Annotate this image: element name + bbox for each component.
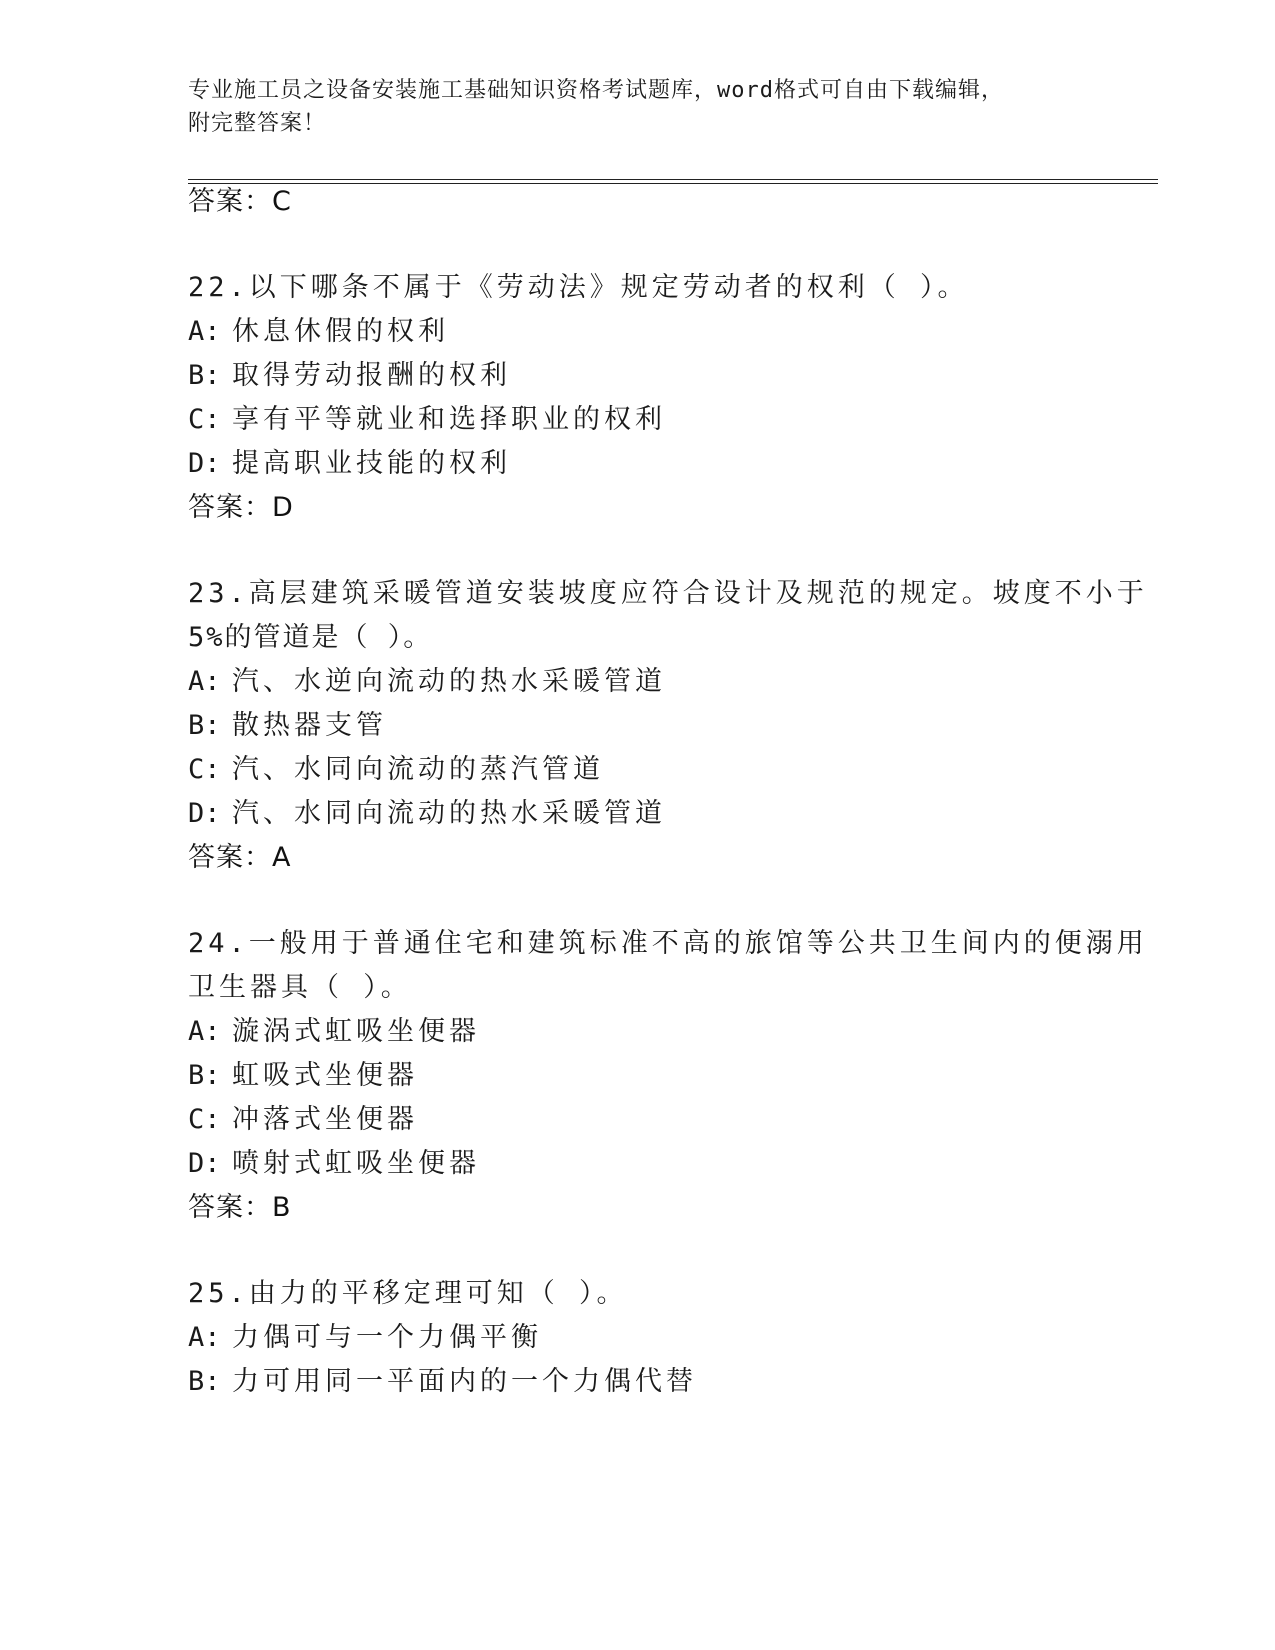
option-text: 力可用同一平面内的一个力偶代替 [232, 1366, 697, 1397]
option-letter: D: [188, 798, 221, 829]
option-letter: C: [188, 404, 221, 435]
document-header [188, 74, 1088, 140]
question-stem-line: 24.一般用于普通住宅和建筑标准不高的旅馆等公共卫生间内的便溺用 [188, 928, 1148, 959]
option-text: 冲落式坐便器 [232, 1104, 418, 1135]
option-item [188, 797, 666, 831]
question-stem-line: 22.以下哪条不属于《劳动法》规定劳动者的权利（ ）。 [188, 272, 969, 303]
option-text: 汽、水同向流动的热水采暖管道 [232, 798, 666, 829]
option-item [188, 753, 604, 787]
option-text: 力偶可与一个力偶平衡 [232, 1322, 542, 1353]
question-stem-line: 25.由力的平移定理可知（ ）。 [188, 1278, 628, 1309]
option-text: 取得劳动报酬的权利 [232, 360, 511, 391]
option-letter: A: [188, 1322, 221, 1353]
question-stem-line: 23.高层建筑采暖管道安装坡度应符合设计及规范的规定。坡度不小于 [188, 578, 1148, 609]
option-letter: B: [188, 1366, 221, 1397]
option-item [188, 359, 511, 393]
option-item [188, 1365, 697, 1399]
question-stem-line: 卫生器具（ ）。 [188, 972, 412, 1003]
option-item [188, 1147, 480, 1181]
answer-line: 答案：D [188, 492, 294, 523]
option-text: 散热器支管 [232, 710, 387, 741]
header-divider [188, 179, 1158, 184]
option-item [188, 1015, 480, 1049]
option-letter: A: [188, 316, 221, 347]
option-text: 汽、水同向流动的蒸汽管道 [232, 754, 604, 785]
option-text: 虹吸式坐便器 [232, 1060, 418, 1091]
option-item [188, 709, 387, 743]
answer-line: 答案：C [188, 186, 292, 217]
option-letter: B: [188, 1060, 221, 1091]
question-stem-line: 5%的管道是（ ）。 [188, 622, 433, 653]
option-text: 享有平等就业和选择职业的权利 [232, 404, 666, 435]
option-letter: C: [188, 1104, 221, 1135]
option-text: 提高职业技能的权利 [232, 448, 511, 479]
option-item [188, 315, 449, 349]
option-letter: A: [188, 1016, 221, 1047]
option-letter: D: [188, 1148, 221, 1179]
option-letter: B: [188, 710, 221, 741]
header-line-1: 专业施工员之设备安装施工基础知识资格考试题库，word格式可自由下载编辑， [188, 78, 1004, 103]
option-text: 漩涡式虹吸坐便器 [232, 1016, 480, 1047]
header-line-2: 附完整答案！ [188, 111, 327, 136]
option-letter: C: [188, 754, 221, 785]
option-text: 休息休假的权利 [232, 316, 449, 347]
answer-line: 答案：A [188, 842, 292, 873]
option-letter: D: [188, 448, 221, 479]
option-letter: A: [188, 666, 221, 697]
option-item [188, 665, 666, 699]
option-item [188, 403, 666, 437]
option-item [188, 1059, 418, 1093]
option-text: 汽、水逆向流动的热水采暖管道 [232, 666, 666, 697]
option-letter: B: [188, 360, 221, 391]
option-item [188, 1103, 418, 1137]
option-text: 喷射式虹吸坐便器 [232, 1148, 480, 1179]
option-item [188, 1321, 542, 1355]
option-item [188, 447, 511, 481]
answer-line: 答案：B [188, 1192, 292, 1223]
